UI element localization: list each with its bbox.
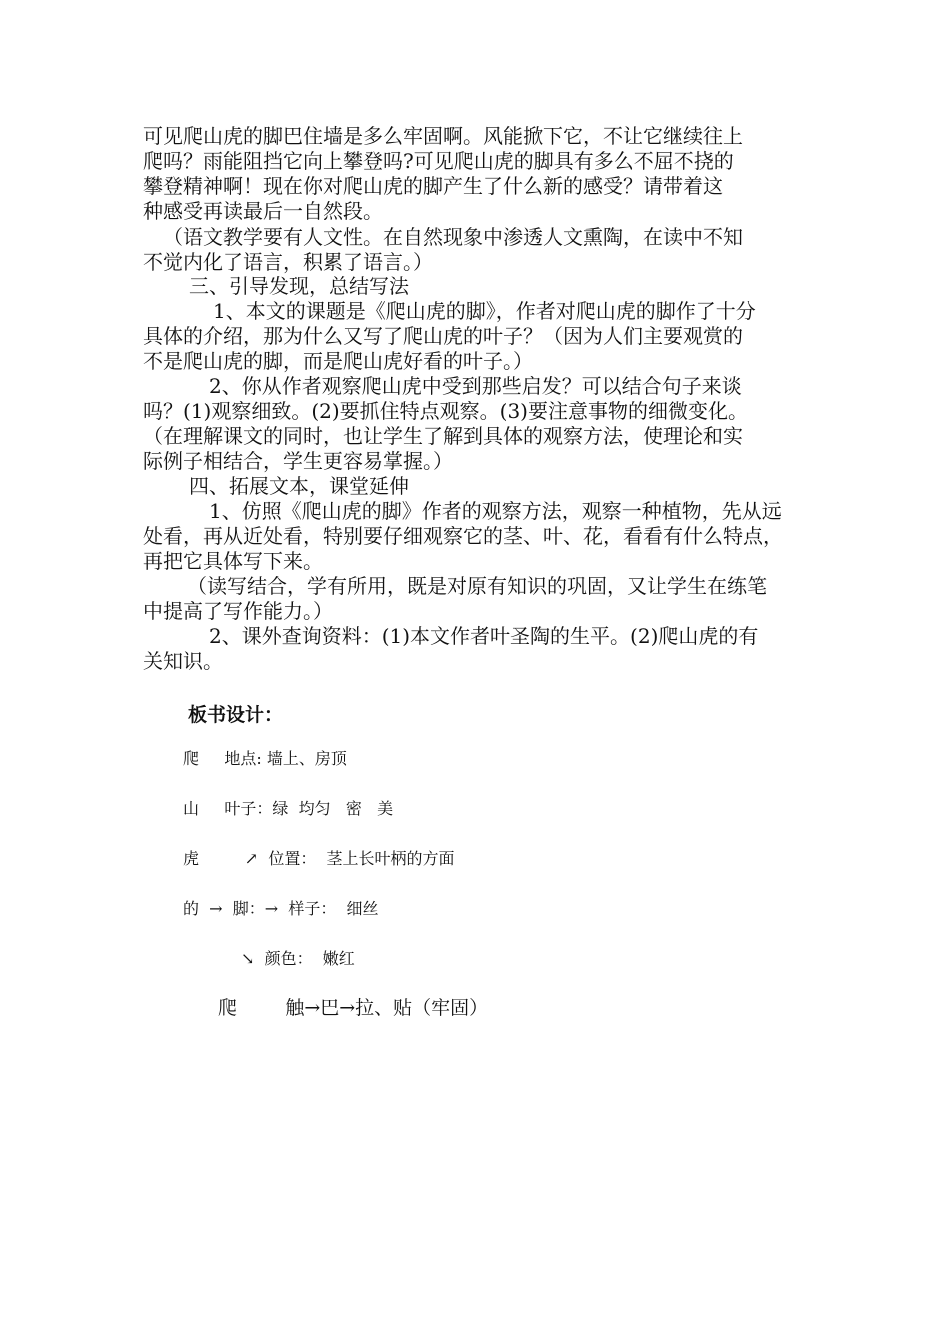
- board-row: 爬 触→巴→拉、贴（牢固）: [218, 997, 489, 1019]
- board-row: 山 叶子：绿 均匀 密 美: [183, 799, 394, 818]
- board-design-heading: 板书设计：: [188, 704, 284, 726]
- text-line: 不是爬山虎的脚，而是爬山虎好看的叶子。）: [143, 349, 533, 373]
- teaching-note: [143, 225, 823, 275]
- paragraph: [143, 299, 823, 374]
- text-line: 具体的介绍，那为什么又写了爬山虎的叶子？（因为人们主要观赏的: [143, 324, 743, 348]
- text-line: 关知识。: [143, 649, 223, 673]
- text-line: （语文教学要有人文性。在自然现象中渗透人文熏陶，在读中不知: [163, 225, 743, 249]
- text-line: 际例子相结合，学生更容易掌握。）: [143, 449, 453, 473]
- paragraph: [143, 124, 823, 224]
- paragraph: [143, 499, 823, 574]
- text-line: 2、你从作者观察爬山虎中受到那些启发？可以结合句子来谈: [209, 374, 742, 398]
- text-line: （读写结合，学有所用，既是对原有知识的巩固，又让学生在练笔: [187, 574, 767, 598]
- text-line: 攀登精神啊！现在你对爬山虎的脚产生了什么新的感受？请带着这: [143, 174, 723, 198]
- board-row: ↘ 颜色： 嫩红: [241, 949, 355, 968]
- board-row: 爬 地点: 墙上、房顶: [183, 749, 347, 768]
- text-line: 再把它具体写下来。: [143, 549, 323, 573]
- text-line: 中提高了写作能力。）: [143, 599, 333, 623]
- text-line: 不觉内化了语言，积累了语言。）: [143, 250, 433, 274]
- paragraph: [143, 374, 823, 474]
- board-row: 的 → 脚：→ 样子： 细丝: [183, 899, 379, 918]
- text-line: 1、本文的课题是《爬山虎的脚》，作者对爬山虎的脚作了十分: [213, 299, 756, 323]
- board-row: 虎 ↗ 位置： 茎上长叶柄的方面: [183, 849, 455, 868]
- text-line: 吗？(1)观察细致。(2)要抓住特点观察。(3)要注意事物的细微变化。: [143, 399, 748, 423]
- text-line: 可见爬山虎的脚巴住墙是多么牢固啊。风能掀下它，不让它继续往上: [143, 124, 743, 148]
- text-line: 处看，再从近处看，特别要仔细观察它的茎、叶、花，看看有什么特点，: [143, 524, 783, 548]
- teaching-note: [143, 574, 823, 624]
- section-heading-4: 四、拓展文本，课堂延伸: [189, 474, 409, 498]
- paragraph: [143, 624, 823, 674]
- text-line: 种感受再读最后一自然段。: [143, 199, 383, 223]
- text-line: 1、仿照《爬山虎的脚》作者的观察方法，观察一种植物，先从远: [209, 499, 782, 523]
- text-line: 爬吗？雨能阻挡它向上攀登吗?可见爬山虎的脚具有多么不屈不挠的: [143, 149, 734, 173]
- text-line: （在理解课文的同时，也让学生了解到具体的观察方法，使理论和实: [143, 424, 743, 448]
- section-heading-3: 三、引导发现，总结写法: [189, 274, 409, 298]
- text-line: 2、课外查询资料：(1)本文作者叶圣陶的生平。(2)爬山虎的有: [209, 624, 759, 648]
